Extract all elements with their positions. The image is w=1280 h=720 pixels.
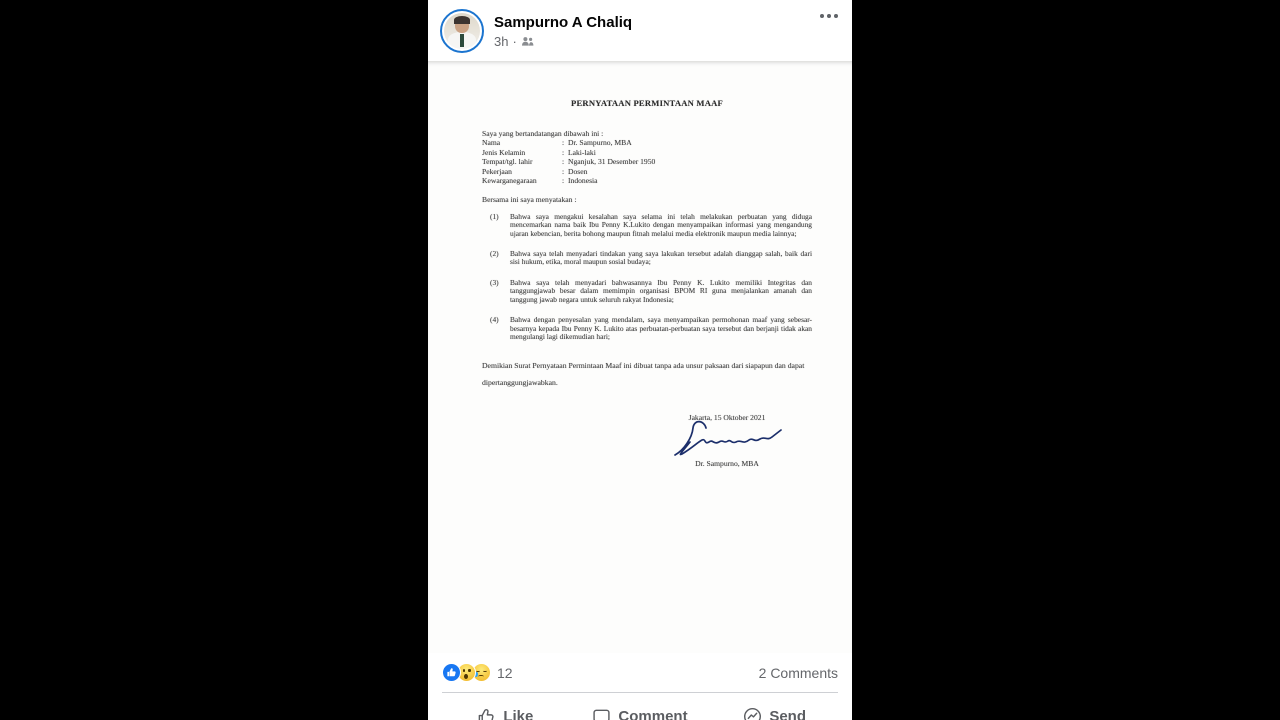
reaction-count[interactable]: 12 xyxy=(497,664,513,681)
field-row-jenis-kelamin: Jenis Kelamin : Laki-laki xyxy=(482,147,596,157)
friends-privacy-icon xyxy=(521,36,534,47)
attached-letter-image[interactable] xyxy=(428,61,852,653)
signer-name: Dr. Sampurno, MBA xyxy=(695,459,759,469)
reaction-icons[interactable] xyxy=(442,663,491,682)
post-timestamp[interactable]: 3h xyxy=(494,33,509,49)
post-meta xyxy=(494,34,818,49)
send-button-label: Send xyxy=(769,708,807,720)
letter-point-2: (2) Bahwa saya telah menyadari tindakan yang saya lakukan tersebut adalah dianggap salah, baik dari sisi hukum, etika, moral maupun sosial budaya; xyxy=(490,249,812,267)
letter-title: PERNYATAAN PERMINTAAN MAAF xyxy=(571,98,723,108)
letter-point-1: (1) Bahwa saya mengakui kesalahan saya selama ini telah melakukan perbuatan yang diduga mencemarkan nama baik Ibu Penny K.Lukito dengan menyampaikan informasi yang mengandung ujaran kebencian, berita bohong maupun fitnah melalui media elektronik maupun media lainnya; xyxy=(490,211,812,238)
comments-count[interactable]: 2 Comments xyxy=(758,664,838,681)
like-reaction-icon xyxy=(442,663,461,682)
avatar[interactable] xyxy=(440,9,484,53)
field-row-tempat-tgl-lahir: Tempat/tgl. lahir : Nganjuk, 31 Desember 1950 xyxy=(482,157,656,167)
letter-intro: Saya yang bertandatangan dibawah ini : xyxy=(482,129,604,138)
facebook-post-card xyxy=(428,0,852,720)
letter-points xyxy=(482,213,812,341)
action-bar xyxy=(428,693,852,720)
statement-intro: Bersama ini saya menyatakan : xyxy=(482,195,577,205)
letter-point-3: (3) Bahwa saya telah menyadari bahwasannya Ibu Penny K. Lukito memiliki Integritas dan tanggungjawab besar dalam memimpin organisasi BPOM RI guna menjalankan amanah dan tanggung jawab negara untuk seluruh rakyat Indonesia; xyxy=(490,277,812,304)
profile-photo xyxy=(444,13,480,49)
thumbs-up-icon xyxy=(477,707,496,720)
letter-closing: Demikian Surat Pernyataan Permintaan Maaf ini dibuat tanpa ada unsur paksaan dari siapapun dan dapat dipertanggungjawabkan. xyxy=(482,361,805,388)
post-header-text xyxy=(494,13,818,49)
field-row-nama: Nama : Dr. Sampurno, MBA xyxy=(482,138,632,148)
meta-separator: · xyxy=(512,33,517,49)
comment-bubble-icon xyxy=(592,707,611,720)
letter-date-place: Jakarta, 15 Oktober 2021 xyxy=(688,413,766,423)
comment-button-label: Comment xyxy=(618,708,688,720)
comment-button[interactable] xyxy=(573,701,708,720)
letter-identity-fields xyxy=(482,138,812,185)
send-button[interactable] xyxy=(707,701,842,720)
post-header xyxy=(428,0,852,61)
handwritten-signature xyxy=(658,418,796,465)
author-name[interactable]: Sampurno A Chaliq xyxy=(494,13,633,31)
like-button[interactable] xyxy=(438,701,573,720)
signature-block xyxy=(658,413,796,468)
more-options-icon[interactable] xyxy=(818,8,840,24)
field-row-pekerjaan: Pekerjaan : Dosen xyxy=(482,166,588,176)
like-button-label: Like xyxy=(503,708,534,720)
messenger-send-icon xyxy=(743,707,762,720)
engagement-summary xyxy=(428,653,852,692)
letter-point-4: (4) Bahwa dengan penyesalan yang mendalam, saya menyampaikan permohonan maaf yang sebesar-besarnya kepada Ibu Penny K. Lukito atas perbuatan-perbuatan saya tersebut dan berjanji tidak akan mengulangi lagi dikemudian hari; xyxy=(490,315,812,341)
field-row-kewarganegaraan: Kewarganegaraan : Indonesia xyxy=(482,176,598,186)
letter-document xyxy=(428,61,852,469)
